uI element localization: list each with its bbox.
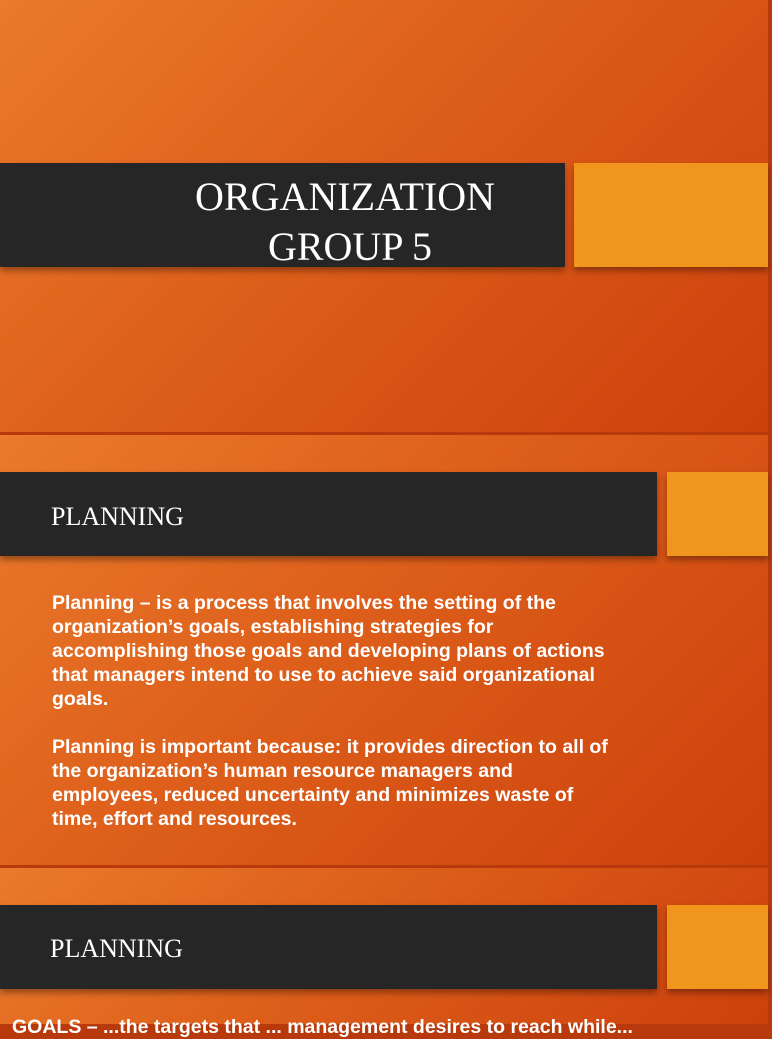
slide-title	[0, 0, 768, 432]
title-line-1: ORGANIZATION	[195, 174, 495, 219]
accent-block	[667, 905, 768, 989]
accent-block	[667, 472, 768, 556]
body-paragraph-definition: Planning – is a process that involves the setting of the organization’s goals, establishing strategies for accomplishing those goals and developing plans of actions that managers intend to use to achieve said organizational goals.	[52, 592, 605, 710]
body-paragraph-importance: Planning is important because: it provides direction to all of the organization’s human resource managers and employees, reduced uncertainty and minimizes waste of time, effort and resources.	[52, 736, 608, 830]
section-heading: PLANNING	[50, 934, 183, 963]
title-line-2: GROUP 5	[267, 224, 433, 269]
slide-body	[52, 591, 612, 855]
slide-planning	[0, 435, 768, 865]
section-heading: PLANNING	[51, 502, 184, 531]
slide-planning-goals	[0, 868, 768, 1038]
slide-body-partial: GOALS – ...the targets that ... management desires to reach while...	[12, 1016, 633, 1038]
slide-title-text	[0, 172, 690, 272]
